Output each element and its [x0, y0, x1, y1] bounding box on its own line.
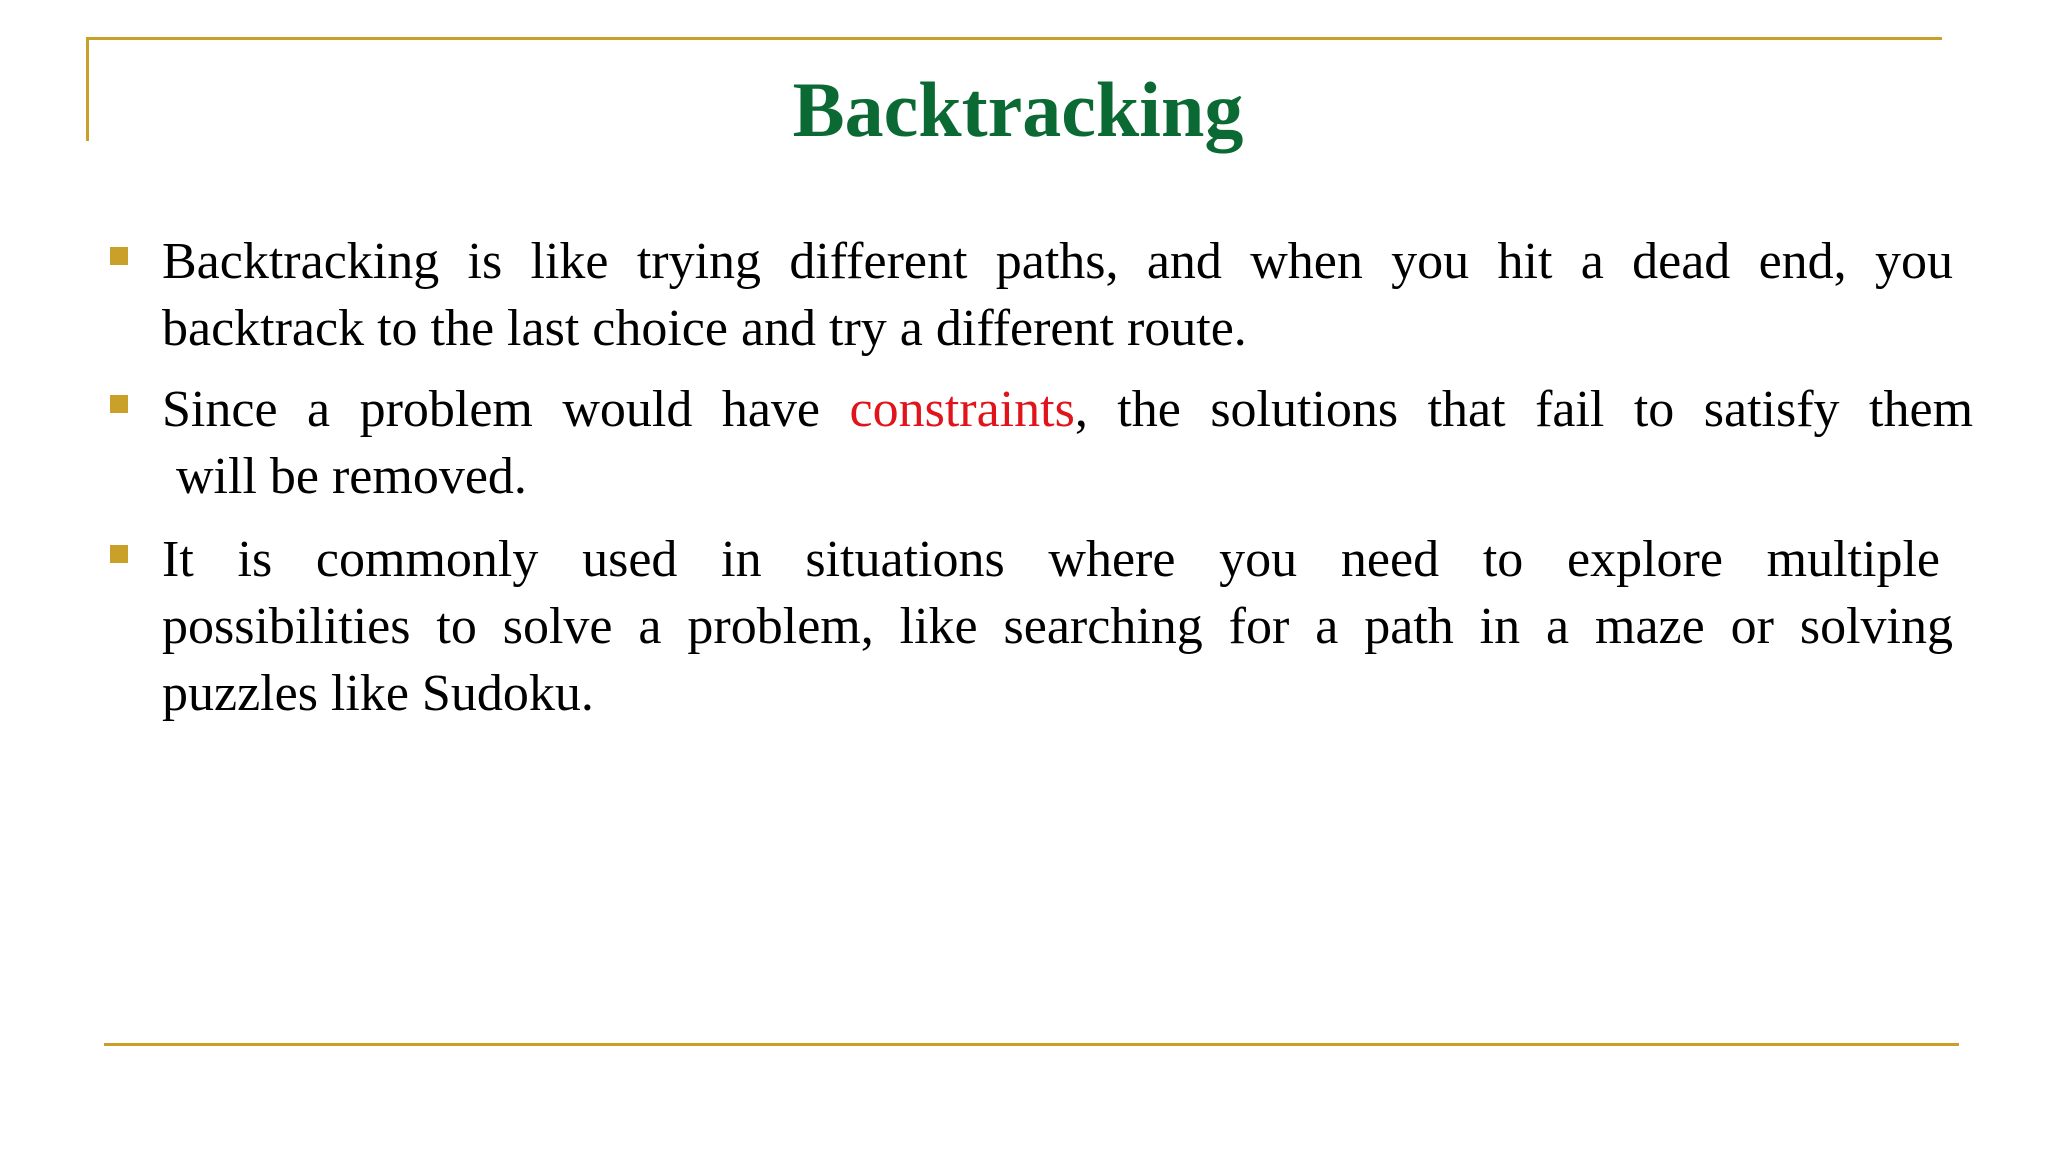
bullet-text	[162, 376, 1973, 510]
bullet-line: Backtracking is like trying different paths, and when you hit a dead end, you	[162, 233, 1953, 290]
square-bullet-icon	[110, 395, 128, 413]
top-border-line	[86, 37, 1942, 40]
highlighted-term: constraints	[849, 381, 1075, 438]
bullet-text	[162, 526, 1953, 727]
bullet-line-text: It is commonly used in situations where you need to explore multiple	[162, 531, 1940, 588]
bullet-line: possibilities to solve a problem, like searching for a path in a maze or solving	[162, 598, 1953, 655]
bullet-line: puzzles like Sudoku.	[162, 665, 594, 722]
bullet-line	[162, 526, 1940, 593]
bullet-line	[162, 376, 1973, 443]
bullet-line: backtrack to the last choice and try a different route.	[162, 300, 1247, 357]
square-bullet-icon	[110, 545, 128, 563]
bullet-text-segment: Since a problem would have	[162, 381, 821, 438]
bullet-text	[162, 228, 1953, 362]
bottom-border-line	[104, 1043, 1959, 1046]
bullet-line: will be removed.	[176, 448, 527, 505]
bullet-text-segment: , the solutions that fail to satisfy them	[1074, 381, 1974, 438]
slide-title: Backtracking	[792, 66, 1244, 153]
square-bullet-icon	[110, 247, 128, 265]
